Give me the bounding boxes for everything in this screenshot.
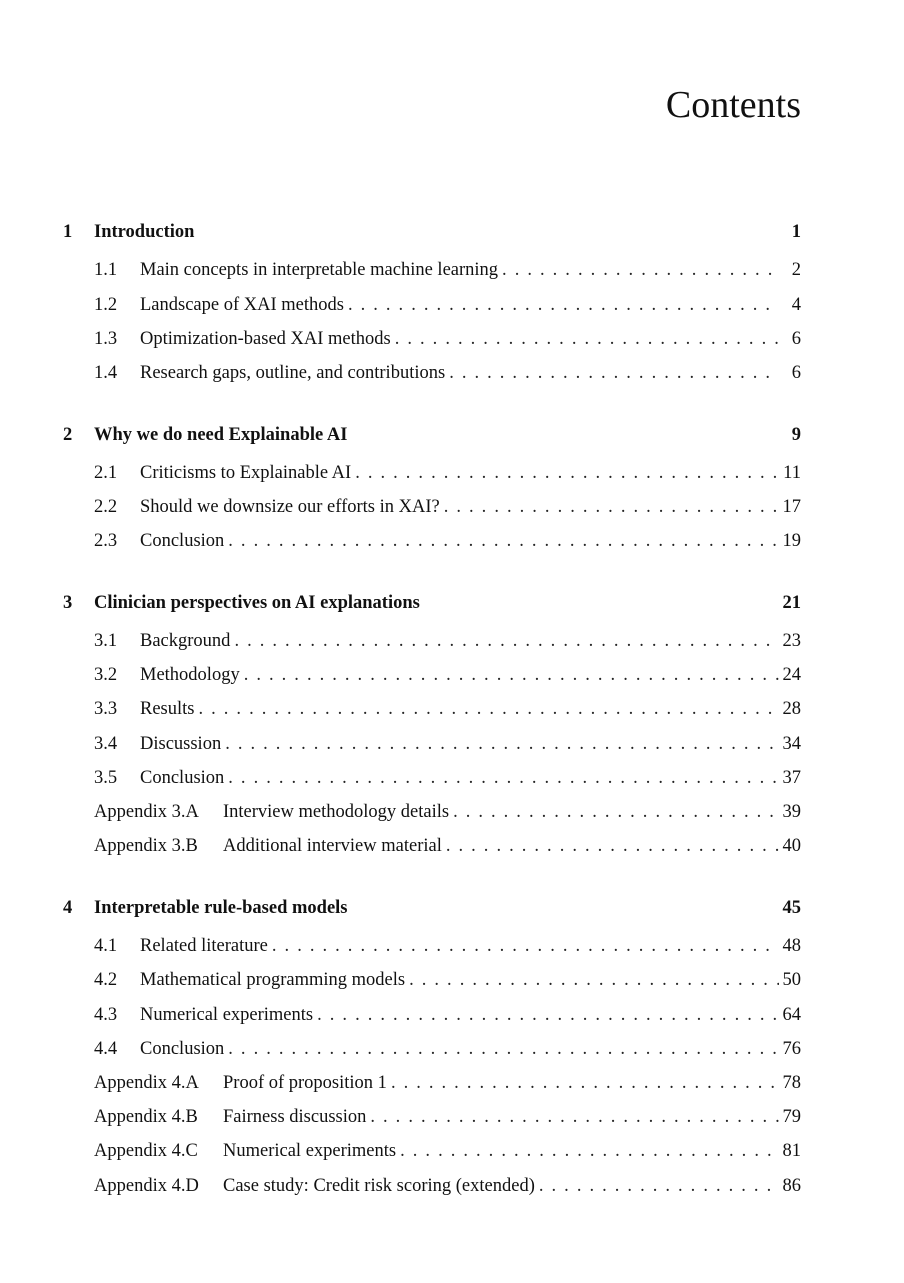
- dot-leader: [446, 834, 779, 858]
- section-title: Landscape of XAI methods: [140, 295, 344, 315]
- dot-leader: [272, 934, 779, 958]
- section-page: 37: [782, 768, 801, 788]
- toc-entry[interactable]: [94, 361, 801, 385]
- chapter-page: 1: [791, 222, 801, 242]
- section-title: Interview methodology details: [223, 802, 450, 822]
- section-title: Conclusion: [140, 1039, 225, 1059]
- section-page: 50: [782, 970, 801, 990]
- appendix-number: Appendix 3.A: [94, 802, 199, 822]
- dot-leader: [449, 361, 779, 385]
- section-title: Conclusion: [140, 768, 225, 788]
- toc-entry[interactable]: [94, 1003, 801, 1027]
- section-title: Should we downsize our efforts in XAI?: [140, 497, 440, 517]
- section-number: 3.1: [94, 631, 118, 651]
- toc-entry-appendix[interactable]: [94, 1071, 801, 1095]
- toc-entry-appendix[interactable]: [94, 1174, 801, 1198]
- dot-leader: [355, 461, 779, 485]
- toc-entry[interactable]: [94, 732, 801, 756]
- toc-entry[interactable]: [94, 697, 801, 721]
- section-title: Criticisms to Explainable AI: [140, 463, 352, 483]
- chapter-number: 2: [63, 425, 73, 445]
- dot-leader: [198, 697, 779, 721]
- dot-leader: [444, 495, 779, 519]
- toc-entry[interactable]: [94, 663, 801, 687]
- appendix-number: Appendix 4.B: [94, 1107, 198, 1127]
- dot-leader: [391, 1071, 779, 1095]
- dot-leader: [409, 968, 779, 992]
- appendix-number: Appendix 4.C: [94, 1141, 198, 1161]
- chapter-title: Clinician perspectives on AI explanations: [94, 593, 420, 613]
- toc-entry-appendix[interactable]: [94, 800, 801, 824]
- appendix-number: Appendix 4.A: [94, 1073, 199, 1093]
- toc-entry-appendix[interactable]: [94, 1105, 801, 1129]
- section-title: Methodology: [140, 665, 240, 685]
- dot-leader: [228, 529, 779, 553]
- section-page: 23: [782, 631, 801, 651]
- dot-leader: [225, 732, 779, 756]
- section-title: Mathematical programming models: [140, 970, 406, 990]
- dot-leader: [453, 800, 779, 824]
- section-page: 28: [782, 699, 801, 719]
- dot-leader: [244, 663, 779, 687]
- section-title: Numerical experiments: [140, 1005, 314, 1025]
- toc-entry[interactable]: [94, 495, 801, 519]
- section-number: 3.4: [94, 734, 118, 754]
- toc-chapter-3[interactable]: [63, 591, 801, 615]
- chapter-number: 4: [63, 898, 73, 918]
- section-page: 40: [782, 836, 801, 856]
- section-page: 64: [782, 1005, 801, 1025]
- toc-entry-appendix[interactable]: [94, 834, 801, 858]
- chapter-page: 21: [782, 593, 801, 613]
- dot-leader: [228, 1037, 779, 1061]
- table-of-contents: [63, 0, 801, 1283]
- section-title: Discussion: [140, 734, 222, 754]
- dot-leader: [370, 1105, 779, 1129]
- toc-entry[interactable]: [94, 293, 801, 317]
- section-title: Case study: Credit risk scoring (extended): [223, 1176, 535, 1196]
- chapter-page: 45: [782, 898, 801, 918]
- toc-entry[interactable]: [94, 766, 801, 790]
- chapter-page: 9: [791, 425, 801, 445]
- toc-entry[interactable]: [94, 461, 801, 485]
- section-number: 1.1: [94, 260, 118, 280]
- section-title: Fairness discussion: [223, 1107, 367, 1127]
- appendix-number: Appendix 4.D: [94, 1176, 199, 1196]
- toc-chapter-2[interactable]: [63, 423, 801, 447]
- chapter-number: 1: [63, 222, 73, 242]
- section-number: 4.2: [94, 970, 118, 990]
- dot-leader: [502, 258, 779, 282]
- section-title: Conclusion: [140, 531, 225, 551]
- section-title: Research gaps, outline, and contributions: [140, 363, 446, 383]
- section-title: Main concepts in interpretable machine learning: [140, 260, 499, 280]
- section-page: 48: [782, 936, 801, 956]
- section-page: 11: [783, 463, 801, 483]
- section-page: 4: [791, 295, 801, 315]
- section-number: 4.1: [94, 936, 118, 956]
- section-page: 6: [791, 329, 801, 349]
- section-number: 1.2: [94, 295, 118, 315]
- dot-leader: [348, 293, 779, 317]
- section-page: 86: [782, 1176, 801, 1196]
- section-title: Numerical experiments: [223, 1141, 397, 1161]
- section-page: 76: [782, 1039, 801, 1059]
- toc-chapter-1[interactable]: [63, 220, 801, 244]
- section-number: 1.4: [94, 363, 118, 383]
- chapter-title: Interpretable rule-based models: [94, 898, 348, 918]
- section-title: Optimization-based XAI methods: [140, 329, 391, 349]
- dot-leader: [539, 1174, 779, 1198]
- section-number: 1.3: [94, 329, 118, 349]
- section-title: Background: [140, 631, 231, 651]
- section-page: 79: [782, 1107, 801, 1127]
- section-page: 19: [782, 531, 801, 551]
- section-page: 39: [782, 802, 801, 822]
- section-page: 78: [782, 1073, 801, 1093]
- toc-entry[interactable]: [94, 629, 801, 653]
- toc-entry[interactable]: [94, 529, 801, 553]
- section-number: 3.5: [94, 768, 118, 788]
- section-page: 34: [782, 734, 801, 754]
- toc-entry[interactable]: [94, 327, 801, 351]
- dot-leader: [317, 1003, 779, 1027]
- toc-entry[interactable]: [94, 1037, 801, 1061]
- section-number: 2.1: [94, 463, 118, 483]
- section-title: Related literature: [140, 936, 268, 956]
- section-title: Proof of proposition 1: [223, 1073, 387, 1093]
- section-number: 2.2: [94, 497, 118, 517]
- toc-entry[interactable]: [94, 258, 801, 282]
- dot-leader: [400, 1139, 779, 1163]
- section-page: 17: [782, 497, 801, 517]
- section-page: 81: [782, 1141, 801, 1161]
- section-page: 6: [791, 363, 801, 383]
- toc-entry-appendix[interactable]: [94, 1139, 801, 1163]
- chapter-number: 3: [63, 593, 73, 613]
- section-number: 4.4: [94, 1039, 118, 1059]
- dot-leader: [234, 629, 779, 653]
- dot-leader: [228, 766, 779, 790]
- section-title: Additional interview material: [223, 836, 442, 856]
- appendix-number: Appendix 3.B: [94, 836, 198, 856]
- section-number: 2.3: [94, 531, 118, 551]
- section-page: 2: [791, 260, 801, 280]
- page-title: Contents: [665, 84, 801, 126]
- section-number: 3.2: [94, 665, 118, 685]
- toc-entry[interactable]: [94, 968, 801, 992]
- chapter-title: Introduction: [94, 222, 195, 242]
- toc-entry[interactable]: [94, 934, 801, 958]
- section-page: 24: [782, 665, 801, 685]
- chapter-title: Why we do need Explainable AI: [94, 425, 348, 445]
- dot-leader: [395, 327, 779, 351]
- toc-chapter-4[interactable]: [63, 896, 801, 920]
- section-number: 4.3: [94, 1005, 118, 1025]
- section-number: 3.3: [94, 699, 118, 719]
- section-title: Results: [140, 699, 195, 719]
